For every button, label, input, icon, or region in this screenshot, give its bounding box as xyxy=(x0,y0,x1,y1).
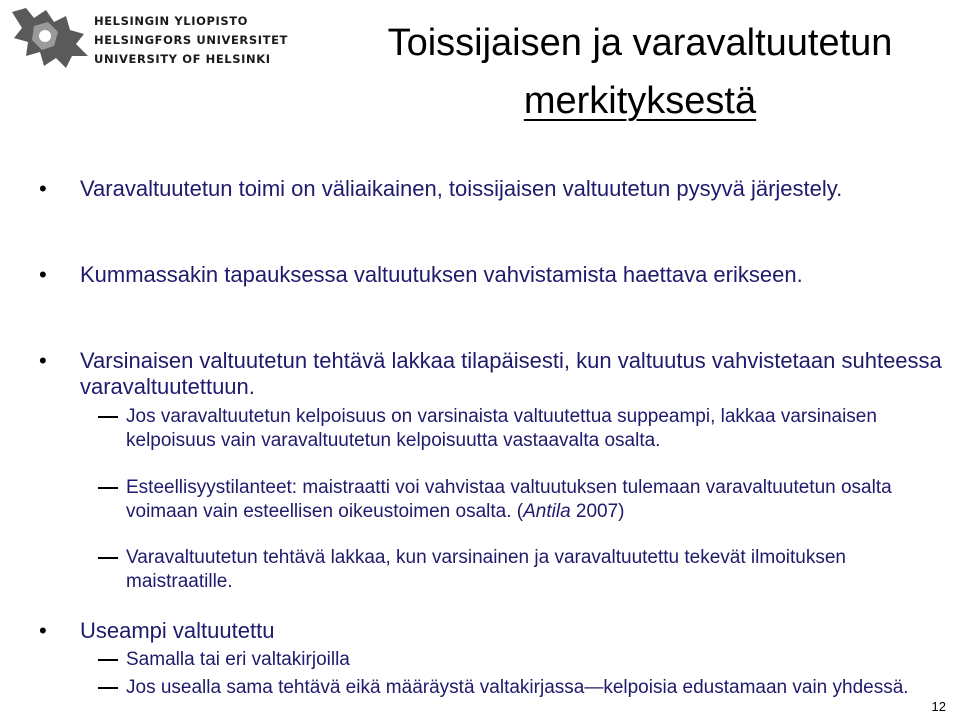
bullet-3-text: Varsinaisen valtuutetun tehtävä lakkaa tilapäisesti, kun valtuutus vahvistetaan suhteessa varavaltuutettuun. xyxy=(80,348,942,399)
sub-item-3-text: Varavaltuutetun tehtävä lakkaa, kun varsinainen ja varavaltuutettu tekevät ilmoituksen maistraatille. xyxy=(126,547,846,592)
sub-item-3 xyxy=(126,546,946,594)
citation-author: Antila xyxy=(523,501,571,522)
sub-item-1-text: Jos varavaltuutetun kelpoisuus on varsinaista valtuutettua suppeampi, lakkaa varsinaisen kelpoisuus vain varavaltuutetun kelpoisuutta vastaavalta osalta. xyxy=(126,406,877,451)
bullet-dot: • xyxy=(39,176,47,201)
dash-marker xyxy=(98,416,118,418)
bullet-2-text: Kummassakin tapauksessa valtuutuksen vahvistamista haettava erikseen. xyxy=(80,262,803,287)
sub-item-4-text: Samalla tai eri valtakirjoilla xyxy=(126,649,350,670)
sub-item-2-text: Esteellisyystilanteet: maistraatti voi vahvistaa valtuutuksen tulemaan varavaltuutetun osalta voimaan vain esteellisen oikeustoimen osalta. ( xyxy=(126,477,892,522)
dash-marker xyxy=(98,687,118,689)
page-number: 12 xyxy=(931,699,946,714)
sub-item-1 xyxy=(126,405,946,453)
dash-marker xyxy=(98,557,118,559)
bullet-dot: • xyxy=(39,348,47,373)
bullet-3 xyxy=(39,348,950,400)
bullet-dot: • xyxy=(39,618,47,643)
sub-item-5 xyxy=(126,676,946,700)
bullet-4-text: Useampi valtuutettu xyxy=(80,618,275,643)
slide-title-line1: Toissijaisen ja varavaltuutetun xyxy=(387,22,893,64)
bullet-1 xyxy=(39,176,950,202)
dash-marker xyxy=(98,659,118,661)
dash-marker xyxy=(98,487,118,489)
sub-item-2 xyxy=(126,476,946,524)
logo-text-english: UNIVERSITY OF HELSINKI xyxy=(94,52,271,66)
bullet-2 xyxy=(39,262,950,288)
logo-text-swedish: HELSINGFORS UNIVERSITET xyxy=(94,33,288,47)
citation-year: 2007) xyxy=(570,501,625,522)
bullet-dot: • xyxy=(39,262,47,287)
sub-item-5-text: Jos usealla sama tehtävä eikä määräystä valtakirjassa—kelpoisia edustamaan vain yhdessä. xyxy=(126,677,909,698)
sub-item-4 xyxy=(126,648,946,672)
bullet-1-text: Varavaltuutetun toimi on väliaikainen, toissijaisen valtuutetun pysyvä järjestely. xyxy=(80,176,843,201)
slide-title-line2: merkityksestä xyxy=(523,80,757,122)
logo-text-finnish: HELSINGIN YLIOPISTO xyxy=(94,14,249,28)
bullet-4 xyxy=(39,618,950,644)
